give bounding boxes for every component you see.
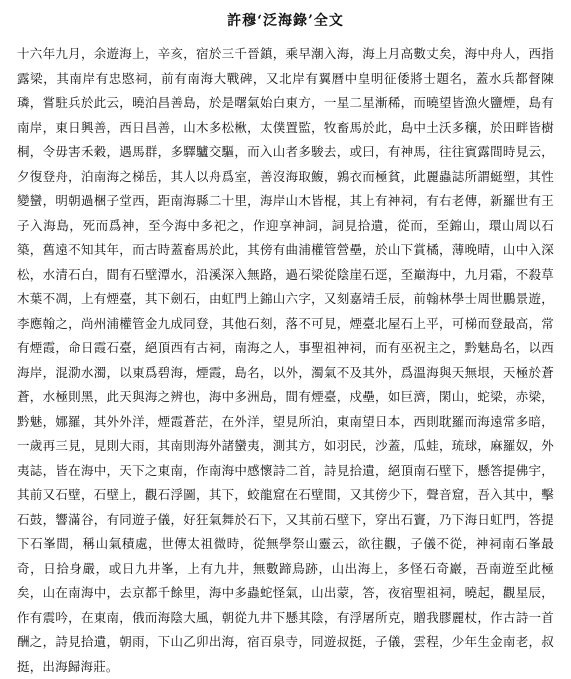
page-title: 許穆‘泛海錄’全文	[227, 13, 344, 29]
document-body: 十六年九月，余遊海上，辛亥，宿於三千晉鎮，乘早潮入海，海上月高數丈矣，海中舟人，西指露梁，其南岸有忠愍祠，前有南海大戰碑，又北岸有翼曆中皇明征倭將士題名，蓋水兵都督陳璘，嘗駐兵於此云，曉泊昌善島，於是曙氣始白東方，一星二星漸稀，而曉望皆漁火鹽煙，島有南岸，東日興善，西日昌善，山木多松楸，太僕置監，牧畜馬於此，島中土沃多穰，於田畔皆樹桐，令毋害禾穀，遇馬群，多驛驢交驅，而入山者多駿去，或曰，有神馬，往往賓露間時見云，夕復登舟，泊南海之梯岳，其人以舟爲室，善沒海取鰒，鶉衣而極貧，此麗蟲誌所謂蜓塑，其性變蠻，明朝過梱子堂西，距南海縣二十里，海岸山木皆棍，其上有神祠，有右老傳，新羅世有王子入海島，死而爲神，至今海中多祀之，作迎享神詞，詞見拾遺，從而，至錦山，環山周以石築，舊遠不知其年，而古時蓋畜馬於此，其傍有曲浦權管營壘，於山下賞橘，薄晚晴，山中入深松，水清石白，間有石壁潭水，沿溪深入無路，過石梁從陰崖石逕，至巔海中，九月霜，不殺草木葉不凋，上有煙臺，其下劍石，由虹門上錦山六字，又刻嘉靖壬辰，前翰林學士周世鵬景遊，李應翰之，尚州浦權管金九成同登，其他石刻，落不可見，煙臺北屋石上平，可梯而登最高，常有煙霞，命日霞石臺，絕頂西有古祠，南海之人，事聖祖神祠，而有巫祝主之，黔魅島名，以西海岸，混泐水濁，以東爲碧海，煙霞，島名，以外，濁氣不及其外，爲溫海與天無垠，天極於蒼蒼，水極則黑，此天與海之辨也，海中多洲島，間有煙臺，戍壘，如巨濟，閑山，蛇梁，赤梁，黔魅，娜羅，其外外洋，煙霞蒼茫，在外洋，望見所泊，東南望日本，西則耽羅而海遠常多暗，一歲再三見，見則大雨，其南則海外諸蠻夷，測其方，如羽民，沙蓋，瓜蛙，琉球，麻羅奴，外夷誌，皆在海中，天下之東南，作南海中感懷詩二首，詩見拾遺，絕頂南石壁下，懸答提佛宇，其前又石壁，石壁上，觀石浮圖，其下，蛟龍窟在石壁間，又其傍少下，聲音窟，吾入其中，擊石鼓，響滿谷，有同遊子儀，好狂氣舞於石下，又其前石壁下，穿出石竇，乃下海日虹門，答提下石峯間，稱山氣積處，世傳太祖微時，從無學祭山靈云，欲往觀，子儀不從，神祠南石峯最奇，日拾身嚴，或日九井峯，上有九井，無數蹄鳥跡，山出海上，多怪石奇巖，吾南遊至此極矣，山在南海中，去京都千餘里，海中多蟲蛇怪氣，山出蒙，答，夜宿聖祖祠，曉起，觀星辰，作有震吟，在東南，俄而海陰大風，朝從九井下懸其陰，有浮屠所克，贈我膠麗杖，作古詩一首酬之，詩見拾遺，朝雨，下山乙卯出海，宿百泉寺，同遊叔挺，子儀，雲程，少年生金南老，叔挺，出海歸海莊。	[17, 46, 554, 674]
